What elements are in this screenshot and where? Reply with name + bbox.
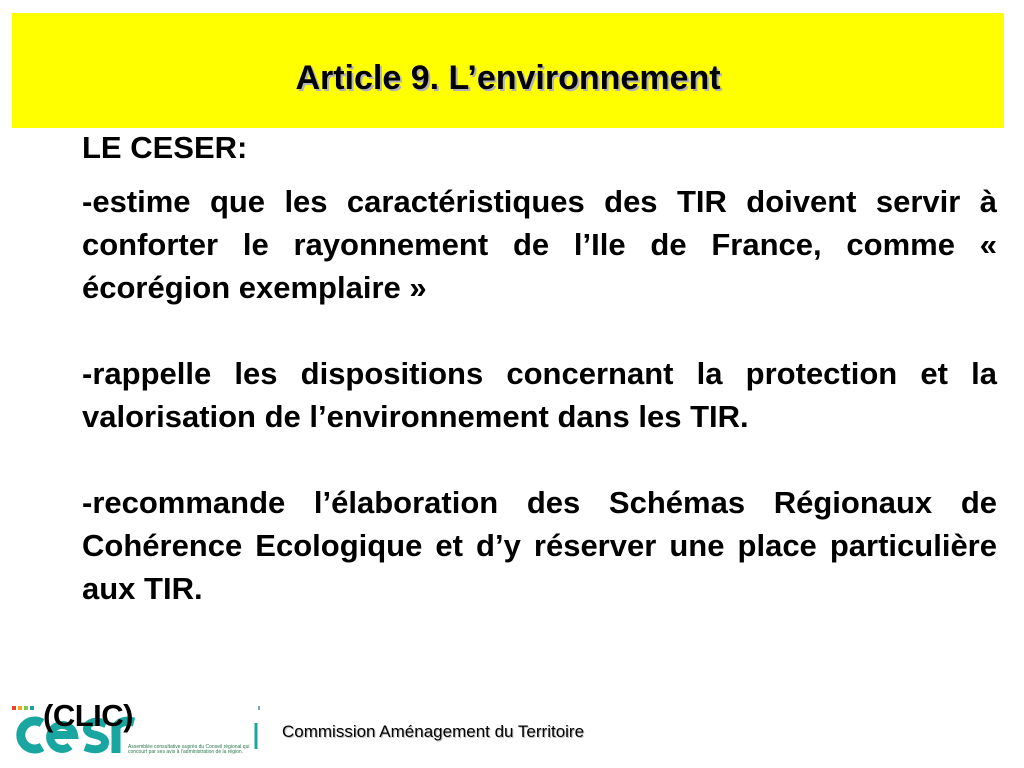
body-paragraph-3: -recommande l’élaboration des Schémas Régionaux de Cohérence Ecologique et d’y réserver une place particulière aux TIR. bbox=[82, 485, 997, 606]
body-lead: LE CESER: bbox=[82, 130, 248, 165]
logo-tagline: Assemblée consultative auprès du Conseil régional qui concourt par ses avis à l’administration de la région. bbox=[128, 744, 250, 755]
body-paragraph-1: -estime que les caractéristiques des TIR doivent servir à conforter le rayonnement de l’Ile de France, comme « écorégion exemplaire » bbox=[82, 184, 997, 305]
clic-label: (CLIC) bbox=[43, 698, 133, 733]
slide-body bbox=[82, 126, 997, 610]
title-banner bbox=[12, 13, 1004, 128]
footer-commission: Commission Aménagement du Territoire bbox=[282, 722, 585, 741]
logo-mark bbox=[258, 706, 260, 710]
slide-title: Article 9. L’environnement bbox=[295, 59, 721, 97]
body-paragraph-2: -rappelle les dispositions concernant la protection et la valorisation de l’environnement dans les TIR. bbox=[82, 356, 997, 434]
